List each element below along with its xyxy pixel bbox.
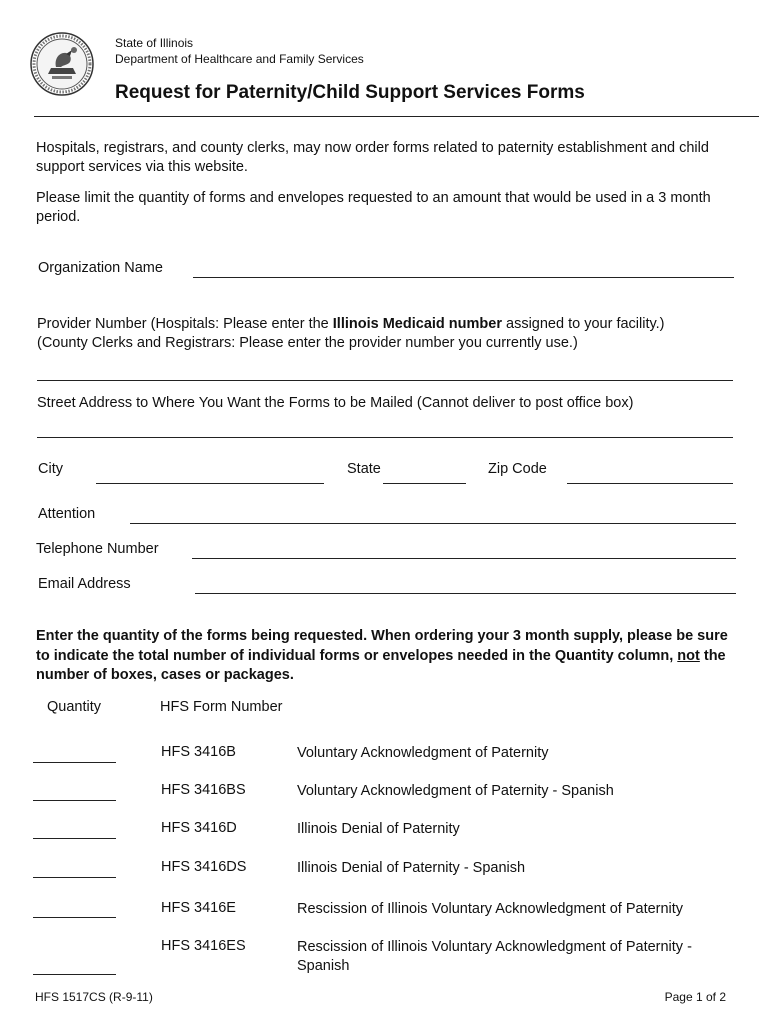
quantity-field-3416es[interactable] [33, 974, 116, 975]
form-number-3416es: HFS 3416ES [161, 938, 246, 954]
instructions-part1: Enter the quantity of the forms being requested. When ordering your 3 month supply, please be sure to indicate the total number of individual forms or envelopes needed in the Quantity column, [36, 628, 728, 664]
organization-name-field[interactable] [193, 277, 734, 278]
provider-number-field[interactable] [37, 380, 733, 381]
quantity-column-header: Quantity [47, 699, 101, 715]
form-number-column-header: HFS Form Number [160, 699, 283, 715]
telephone-field[interactable] [192, 558, 736, 559]
form-number-3416bs: HFS 3416BS [161, 782, 246, 798]
zip-code-label: Zip Code [488, 461, 547, 477]
telephone-label: Telephone Number [36, 541, 159, 557]
quantity-field-3416b[interactable] [33, 762, 116, 763]
form-description-3416d: Illinois Denial of Paternity [297, 821, 460, 837]
provider-line1-bold: Illinois Medicaid number [332, 316, 502, 332]
city-field[interactable] [96, 483, 324, 484]
form-description-3416e: Rescission of Illinois Voluntary Acknowledgment of Paternity [297, 901, 684, 917]
page-title: Request for Paternity/Child Support Services Forms [115, 82, 585, 103]
illinois-state-seal-icon [30, 32, 94, 96]
header-divider [34, 116, 759, 117]
state-field[interactable] [383, 483, 466, 484]
instructions-part2: the number of boxes, cases or packages. [36, 647, 726, 683]
street-address-field[interactable] [37, 437, 733, 438]
provider-line1-end: assigned to your facility.) [501, 316, 665, 332]
form-description-3416es: Rescission of Illinois Voluntary Acknowledgment of Paternity - Spanish [297, 939, 692, 974]
agency-block [115, 35, 364, 67]
form-number-3416ds: HFS 3416DS [161, 859, 247, 875]
organization-name-label: Organization Name [38, 260, 163, 276]
form-description-3416b: Voluntary Acknowledgment of Paternity [297, 745, 549, 761]
attention-field[interactable] [130, 523, 736, 524]
state-name: State of Illinois [115, 36, 194, 50]
form-description-3416ds: Illinois Denial of Paternity - Spanish [297, 860, 526, 876]
intro-paragraph-1: Hospitals, registrars, and county clerks, may now order forms related to paternity establishment and child support services via this website. [36, 140, 709, 175]
provider-line1-start: Provider Number (Hospitals: Please enter the [37, 316, 333, 332]
provider-line2: (County Clerks and Registrars: Please enter the provider number you currently use.) [37, 335, 578, 351]
form-number-3416d: HFS 3416D [161, 820, 237, 836]
city-label: City [38, 461, 63, 477]
intro-paragraph-2: Please limit the quantity of forms and envelopes requested to an amount that would be used in a 3 month period. [36, 190, 711, 225]
form-id: HFS 1517CS (R-9-11) [35, 990, 153, 1004]
state-label: State [347, 461, 381, 477]
email-field[interactable] [195, 593, 736, 594]
form-number-3416b: HFS 3416B [161, 744, 236, 760]
quantity-field-3416ds[interactable] [33, 877, 116, 878]
quantity-field-3416bs[interactable] [33, 800, 116, 801]
quantity-instructions [36, 627, 736, 686]
quantity-field-3416d[interactable] [33, 838, 116, 839]
instructions-underlined: not [677, 647, 700, 664]
form-number-3416e: HFS 3416E [161, 900, 236, 916]
provider-number-label [37, 315, 665, 353]
quantity-field-3416e[interactable] [33, 917, 116, 918]
street-address-label: Street Address to Where You Want the Forms to be Mailed (Cannot deliver to post office box) [37, 395, 634, 411]
department-name: Department of Healthcare and Family Services [115, 52, 364, 66]
email-label: Email Address [38, 576, 131, 592]
page-number: Page 1 of 2 [664, 990, 726, 1004]
attention-label: Attention [38, 506, 96, 522]
form-description-3416bs: Voluntary Acknowledgment of Paternity - Spanish [297, 783, 614, 799]
zip-code-field[interactable] [567, 483, 733, 484]
